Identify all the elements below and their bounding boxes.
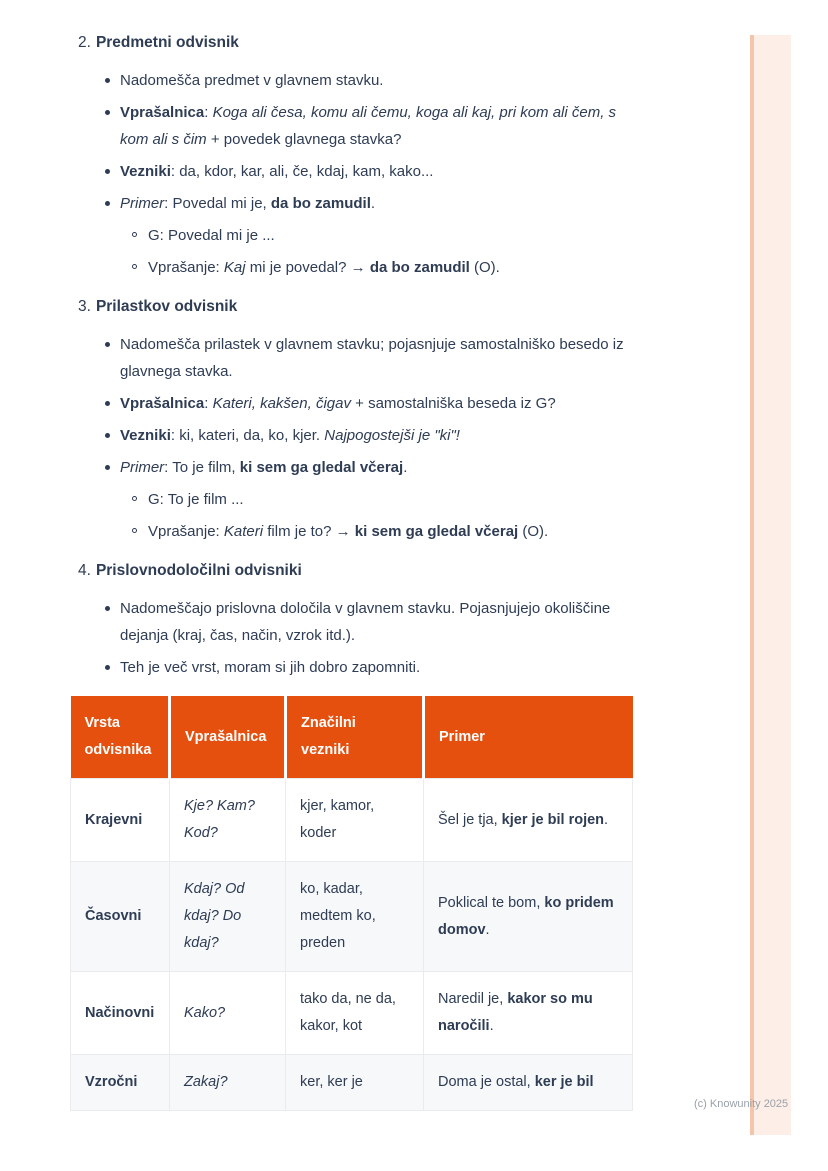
list-item bbox=[70, 99, 642, 153]
list-item-text: Vprašalnica: Kateri, kakšen, čigav + samostalniška beseda iz G? bbox=[120, 395, 556, 412]
cell-example: Doma je ostal, ker je bil bbox=[424, 1055, 633, 1111]
list-item bbox=[70, 595, 642, 649]
cell-conjunctions: tako da, ne da, kakor, kot bbox=[286, 972, 424, 1055]
cell-conjunctions: ko, kadar, medtem ko, preden bbox=[286, 862, 424, 972]
list-item-text: Vprašanje: Kateri film je to? → ki sem ga gledal včeraj (O). bbox=[148, 523, 549, 540]
bullet-list bbox=[70, 595, 642, 681]
circle-bullet-icon bbox=[132, 232, 137, 237]
section-heading bbox=[70, 296, 642, 318]
list-item-text: Nadomešča predmet v glavnem stavku. bbox=[120, 72, 384, 89]
list-item bbox=[70, 158, 642, 185]
section-number: 3. bbox=[78, 298, 91, 315]
section-number: 2. bbox=[78, 34, 91, 51]
bullet-list bbox=[70, 331, 642, 545]
bullet-icon bbox=[105, 606, 110, 611]
sub-list-item bbox=[70, 254, 642, 281]
list-item-text: Primer: To je film, ki sem ga gledal včeraj. bbox=[120, 459, 408, 476]
cell-question: Kje? Kam? Kod? bbox=[170, 779, 286, 862]
bullet-icon bbox=[105, 110, 110, 115]
list-item-text: Primer: Povedal mi je, da bo zamudil. bbox=[120, 195, 376, 212]
bullet-icon bbox=[105, 342, 110, 347]
cell-question: Zakaj? bbox=[170, 1055, 286, 1111]
bullet-icon bbox=[105, 169, 110, 174]
list-item-text: Vezniki: da, kdor, kar, ali, če, kdaj, kam, kako... bbox=[120, 163, 434, 180]
circle-bullet-icon bbox=[132, 264, 137, 269]
bullet-icon bbox=[105, 78, 110, 83]
cell-type: Načinovni bbox=[71, 972, 170, 1055]
content-area bbox=[70, 32, 642, 1133]
circle-bullet-icon bbox=[132, 528, 137, 533]
bullet-icon bbox=[105, 401, 110, 406]
table-header-cell: Vrsta odvisnika bbox=[71, 696, 170, 779]
table-row bbox=[71, 1055, 633, 1111]
section-title: Predmetni odvisnik bbox=[95, 34, 239, 51]
cell-example: Poklical te bom, ko pridem domov. bbox=[424, 862, 633, 972]
list-item-text: G: Povedal mi je ... bbox=[148, 227, 275, 244]
cell-question: Kdaj? Od kdaj? Do kdaj? bbox=[170, 862, 286, 972]
section-heading bbox=[70, 32, 642, 54]
bullet-list bbox=[70, 67, 642, 281]
list-item bbox=[70, 654, 642, 681]
cell-type: Časovni bbox=[71, 862, 170, 972]
table-header-row bbox=[71, 696, 633, 779]
cell-example: Naredil je, kakor so mu naročili. bbox=[424, 972, 633, 1055]
list-item-text: G: To je film ... bbox=[148, 491, 244, 508]
circle-bullet-icon bbox=[132, 496, 137, 501]
list-item-text: Nadomešča prilastek v glavnem stavku; pojasnjuje samostalniško besedo iz glavnega stavka. bbox=[120, 336, 624, 380]
adverbial-clauses-table bbox=[70, 696, 633, 1111]
section-number: 4. bbox=[78, 562, 91, 579]
section-title: Prilastkov odvisnik bbox=[95, 298, 238, 315]
list-item bbox=[70, 331, 642, 385]
cell-question: Kako? bbox=[170, 972, 286, 1055]
list-item-text: Vprašanje: Kaj mi je povedal? → da bo zamudil (O). bbox=[148, 259, 500, 276]
copyright-watermark: (c) Knowunity 2025 bbox=[694, 1098, 789, 1110]
section-prilastkov-odvisnik bbox=[70, 296, 642, 545]
section-predmetni-odvisnik bbox=[70, 32, 642, 281]
table-header-cell: Primer bbox=[424, 696, 633, 779]
bullet-icon bbox=[105, 433, 110, 438]
cell-conjunctions: kjer, kamor, koder bbox=[286, 779, 424, 862]
sub-list-item bbox=[70, 486, 642, 513]
page-edge-stripe bbox=[750, 35, 791, 1135]
list-item bbox=[70, 422, 642, 449]
list-item bbox=[70, 190, 642, 217]
table-header-cell: Vprašalnica bbox=[170, 696, 286, 779]
section-title: Prislovnodoločilni odvisniki bbox=[95, 562, 302, 579]
table-row bbox=[71, 862, 633, 972]
list-item-text: Nadomeščajo prislovna določila v glavnem stavku. Pojasnjujejo okoliščine dejanja (kraj, čas, način, vzrok itd.). bbox=[120, 600, 611, 644]
section-prislovnodolocilni-odvisniki bbox=[70, 560, 642, 681]
list-item bbox=[70, 390, 642, 417]
list-item-text: Vezniki: ki, kateri, da, ko, kjer. Najpogostejši je "ki"! bbox=[120, 427, 460, 444]
cell-type: Vzročni bbox=[71, 1055, 170, 1111]
bullet-icon bbox=[105, 465, 110, 470]
cell-type: Krajevni bbox=[71, 779, 170, 862]
bullet-icon bbox=[105, 201, 110, 206]
sub-list-item bbox=[70, 518, 642, 545]
section-heading bbox=[70, 560, 642, 582]
bullet-icon bbox=[105, 665, 110, 670]
list-item-text: Vprašalnica: Koga ali česa, komu ali čemu, koga ali kaj, pri kom ali čem, s kom ali s čim + povedek glavnega stavka? bbox=[120, 104, 617, 148]
list-item bbox=[70, 67, 642, 94]
table-row bbox=[71, 779, 633, 862]
list-item bbox=[70, 454, 642, 481]
sub-list-item bbox=[70, 222, 642, 249]
cell-example: Šel je tja, kjer je bil rojen. bbox=[424, 779, 633, 862]
cell-conjunctions: ker, ker je bbox=[286, 1055, 424, 1111]
table-row bbox=[71, 972, 633, 1055]
table-header-cell: Značilni vezniki bbox=[286, 696, 424, 779]
list-item-text: Teh je več vrst, moram si jih dobro zapomniti. bbox=[120, 659, 421, 676]
